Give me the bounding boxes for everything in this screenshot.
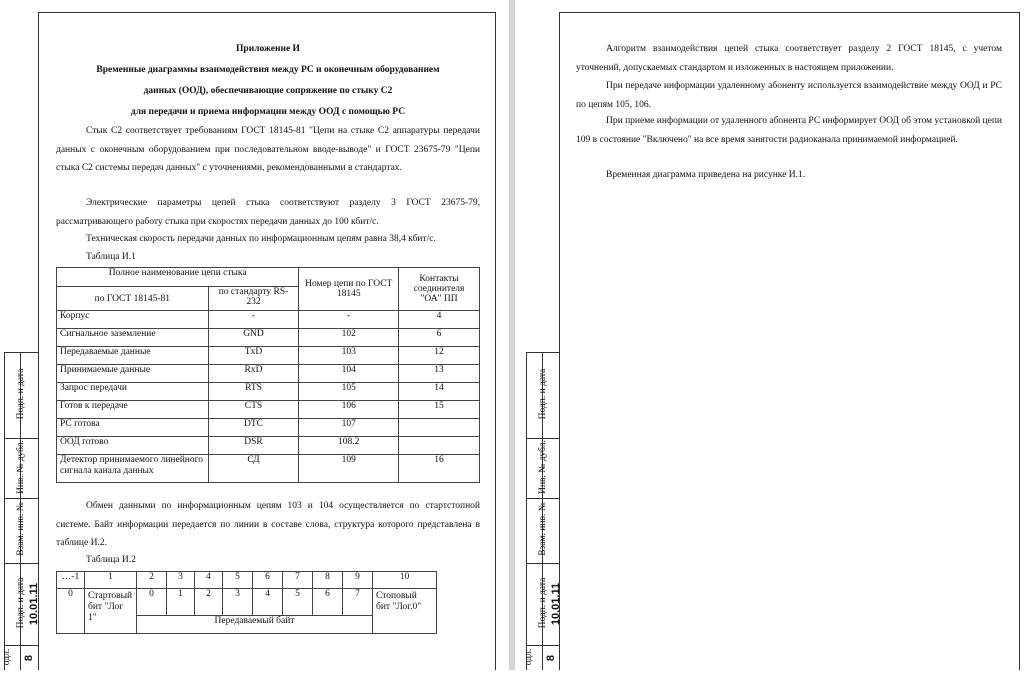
table1-header-full: Полное наименование цепи стыка	[57, 268, 299, 287]
table-cell: 105	[299, 383, 399, 401]
stamp2-inv-dubl: Инв. № дубл.	[538, 440, 548, 494]
table-cell: Принимаемые данные	[57, 365, 209, 383]
table2-header-cell: 7	[283, 572, 313, 589]
stamp1-podp-data-top: Подп. и дата	[16, 368, 26, 420]
table-cell: ООД готово	[57, 437, 209, 455]
table2-bit-row	[57, 589, 437, 616]
page2-paragraph-1: Алгоритм взаимодействия цепей стыка соответствует разделу 2 ГОСТ 18145, с учетом уточнений, допускаемых стандартом и изложенных в настоящем приложении.	[576, 44, 1002, 73]
table-cell: DTC	[208, 419, 299, 437]
table2-cell: 7	[343, 589, 373, 616]
table-cell: 6	[399, 329, 480, 347]
table-cell: 12	[399, 347, 480, 365]
table2-header-cell: …-1	[57, 572, 85, 589]
stamp2-outer-left	[526, 352, 527, 670]
stamp1-podp-data-bottom: Подп. и дата	[16, 577, 26, 629]
table2-cell: 0	[137, 589, 167, 616]
table-row	[57, 455, 480, 483]
stamp1-partial-label: одл.	[2, 648, 12, 666]
table-cell: 104	[299, 365, 399, 383]
table-cell: CTS	[208, 401, 299, 419]
table-cell: Сигнальное заземление	[57, 329, 209, 347]
stamp2-partial-label: одл.	[524, 648, 534, 666]
table-row	[57, 419, 480, 437]
table2-header-cell: 2	[137, 572, 167, 589]
table-cell: РС готова	[57, 419, 209, 437]
stamp1-date: 10.01.11	[28, 582, 40, 626]
table-cell: -	[208, 311, 299, 329]
table2-header-cell: 3	[167, 572, 195, 589]
page1-paragraph-1: Стык С2 соответствует требованиям ГОСТ 18145-81 "Цепи на стыке С2 аппаратуры передачи данных с оконечным оборудованием при последовательном вводе-выводе" и ГОСТ 23675-79 "Цепи стыка С2 системы передач данных" с уточнениями, рекомендованными в стандартах.	[56, 126, 480, 173]
table2-header-row	[57, 572, 437, 589]
table2-stop-bit: Стоповый бит "Лог.0"	[373, 589, 437, 634]
table-cell: 15	[399, 401, 480, 419]
table2-header-cell: 10	[373, 572, 437, 589]
page2-paragraph-3: При приеме информации от удаленного абонента РС информирует ООД об этом установкой цепи 109 в состояние "Включено" на все время занятости радиоканала принимаемой информацией.	[576, 116, 1002, 145]
table-cell: 109	[299, 455, 399, 483]
table-cell: СД	[208, 455, 299, 483]
table-2	[56, 571, 437, 634]
table-row	[57, 383, 480, 401]
page2-top-border	[559, 12, 1020, 13]
table-cell: Запрос передачи	[57, 383, 209, 401]
stamp2-partial-digit: 8	[545, 654, 557, 662]
page2-right-border	[1019, 12, 1020, 670]
appendix-title: Приложение И	[236, 44, 300, 54]
table-cell: RxD	[208, 365, 299, 383]
table-cell: Передаваемые данные	[57, 347, 209, 365]
table2-start-bit: Стартовый бит "Лог 1"	[85, 589, 137, 634]
table-1	[56, 267, 480, 483]
table2-cell: 2	[195, 589, 223, 616]
table-cell: 13	[399, 365, 480, 383]
heading-line-3: данных (ООД), обеспечивающие сопряжение по стыку С2	[143, 86, 393, 96]
page-separator	[509, 0, 515, 670]
table-row	[57, 437, 480, 455]
page2-paragraph-4: Временная диаграмма приведена на рисунке И.1.	[606, 170, 806, 180]
table1-header-gost: по ГОСТ 18145-81	[57, 287, 209, 311]
table2-header-cell: 4	[195, 572, 223, 589]
table1-header-rs: по стандарту RS-232	[208, 287, 299, 311]
table2-byte-label: Передаваемый байт	[137, 616, 373, 634]
table-cell: TxD	[208, 347, 299, 365]
table-cell	[399, 419, 480, 437]
table1-caption: Таблица И.1	[86, 252, 136, 262]
table-cell: Готов к передаче	[57, 401, 209, 419]
table2-header-cell: 9	[343, 572, 373, 589]
heading-line-2: Временные диаграммы взаимодействия между РС и оконечным оборудованием	[96, 65, 440, 75]
table-row	[57, 365, 480, 383]
page1-paragraph-2: Электрические параметры цепей стыка соответствуют разделу 3 ГОСТ 23675-79, рассматривающего работу стыка при скоростях передачи данных до 100 кбит/с.	[56, 198, 480, 227]
page2-paragraph-2: При передаче информации удаленному абоненту используется взаимодействие между ООД и РС по цепям 105, 106.	[576, 81, 1002, 110]
page-gap	[497, 0, 519, 670]
table1-header-contacts: Контакты соединителя "ОА" ПП	[399, 268, 480, 311]
table1-body	[57, 311, 480, 483]
table2-cell: 3	[223, 589, 253, 616]
table-cell: Корпус	[57, 311, 209, 329]
stamp2-podp-data-bottom: Подп. и дата	[538, 577, 548, 629]
table-row	[57, 311, 480, 329]
stamp1-vzam-inv: Взам. инв. №	[16, 502, 26, 556]
table2-cell: 4	[253, 589, 283, 616]
page1-paragraph-4: Обмен данными по информационным цепям 103 и 104 осуществляется по стартстопной системе. Байт информации передается по линии в составе слова, структура которого представлена в таблице И.2.	[56, 501, 480, 548]
stamp1-partial-digit: 8	[23, 654, 35, 662]
stamp2-vzam-inv: Взам. инв. №	[538, 502, 548, 556]
table2-header-cell: 8	[313, 572, 343, 589]
page1-top-border	[38, 12, 496, 13]
table2-header-cell: 6	[253, 572, 283, 589]
table2-caption: Таблица И.2	[86, 555, 136, 565]
stamp2-date: 10.01.11	[550, 582, 562, 626]
heading-line-4: для передачи и приема информации между ООД с помощью РС	[130, 107, 406, 117]
stamp1-inv-dubl: Инв. № дубл.	[16, 440, 26, 494]
table-cell: GND	[208, 329, 299, 347]
table2-header-cell: 5	[223, 572, 253, 589]
stamp2-podp-data-top: Подп. и дата	[538, 368, 548, 420]
table2-cell: 1	[167, 589, 195, 616]
table-cell: -	[299, 311, 399, 329]
table-cell: 16	[399, 455, 480, 483]
table-cell: 103	[299, 347, 399, 365]
table-cell: 108.2	[299, 437, 399, 455]
table2-cell: 6	[313, 589, 343, 616]
table-cell: 107	[299, 419, 399, 437]
table2-cell: 5	[283, 589, 313, 616]
table-cell: 106	[299, 401, 399, 419]
table1-header-num: Номер цепи по ГОСТ 18145	[299, 268, 399, 311]
table2-header-cell: 1	[85, 572, 137, 589]
table2-cell: 0	[57, 589, 85, 634]
table-cell: 102	[299, 329, 399, 347]
table-cell: DSR	[208, 437, 299, 455]
table-cell	[399, 437, 480, 455]
table-row	[57, 401, 480, 419]
table-cell: 14	[399, 383, 480, 401]
page1-paragraph-3: Техническая скорость передачи данных по информационным цепям равна 38,4 кбит/с.	[86, 234, 436, 244]
table-cell: 4	[399, 311, 480, 329]
table-cell: RTS	[208, 383, 299, 401]
table-row	[57, 329, 480, 347]
table-cell: Детектор принимаемого линейного сигнала канала данных	[57, 455, 209, 483]
stamp1-outer-left	[4, 352, 5, 670]
table-row	[57, 347, 480, 365]
